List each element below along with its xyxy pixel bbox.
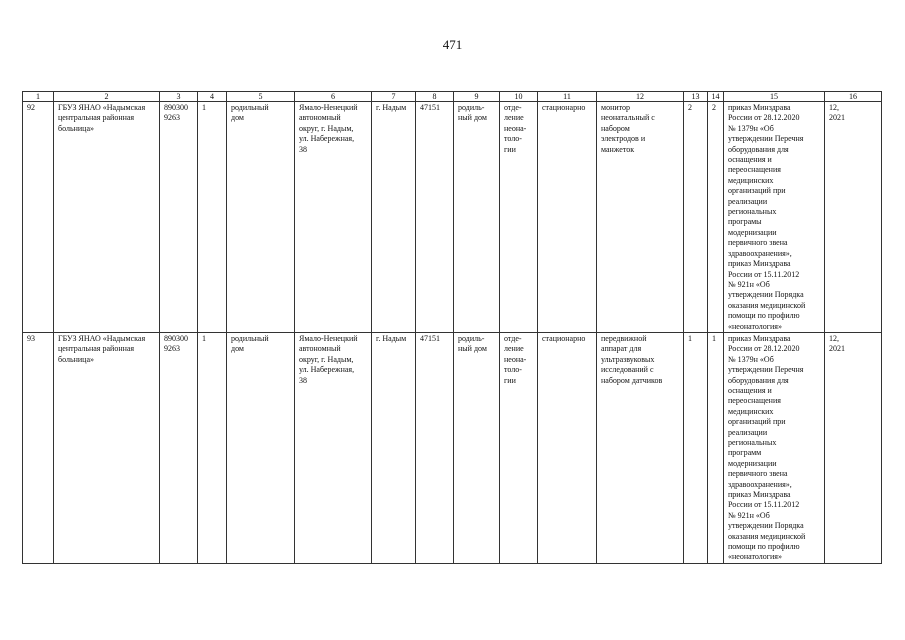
inn-cell: 890300 9263 xyxy=(160,332,198,563)
quantity-cell: 2 xyxy=(708,102,724,333)
column-number: 5 xyxy=(227,92,295,102)
city-cell: г. Надым xyxy=(372,332,416,563)
address-cell: Ямало-Ненецкий автономный округ, г. Надым, ул. Набережная, 38 xyxy=(295,332,372,563)
column-number: 13 xyxy=(684,92,708,102)
oktmo-cell: 47151 xyxy=(416,102,454,333)
inn-cell: 890300 9263 xyxy=(160,102,198,333)
count-cell: 1 xyxy=(198,332,227,563)
equipment-cell: передвижной аппарат для ультразвуковых исследований с набором датчиков xyxy=(597,332,684,563)
organization-cell: ГБУЗ ЯНАО «Надымская центральная районная больница» xyxy=(54,332,160,563)
column-number: 6 xyxy=(295,92,372,102)
unit-cell: родиль- ный дом xyxy=(454,102,500,333)
unit-cell: родиль- ный дом xyxy=(454,332,500,563)
column-number: 3 xyxy=(160,92,198,102)
column-number-row xyxy=(23,92,882,102)
address-cell: Ямало-Ненецкий автономный округ, г. Надым, ул. Набережная, 38 xyxy=(295,102,372,333)
oktmo-cell: 47151 xyxy=(416,332,454,563)
organization-cell: ГБУЗ ЯНАО «Надымская центральная районная больница» xyxy=(54,102,160,333)
care-mode-cell: стационарно xyxy=(538,102,597,333)
row-number-cell: 92 xyxy=(23,102,54,333)
equipment-table xyxy=(22,91,882,564)
page-number: 471 xyxy=(442,37,463,52)
row-number-cell: 93 xyxy=(23,332,54,563)
table-row xyxy=(23,332,882,563)
column-number: 14 xyxy=(708,92,724,102)
care-mode-cell: стационарно xyxy=(538,332,597,563)
city-cell: г. Надым xyxy=(372,102,416,333)
column-number: 4 xyxy=(198,92,227,102)
quantity-cell: 2 xyxy=(684,102,708,333)
count-cell: 1 xyxy=(198,102,227,333)
legal-basis-cell: приказ Минздрава России от 28.12.2020 № 1379н «Об утверждении Перечня оборудования для оснащения и переоснащения медицинских организаций при реализации региональных програмы модернизации первичного звена здравоохранения», приказ Минздрава России от 15.11.2012 № 921н «Об утверждении Порядка оказания медицинской помощи по профилю «неонатология» xyxy=(724,102,825,333)
department-cell: отде- ление неона- толо- гии xyxy=(500,332,538,563)
column-number: 11 xyxy=(538,92,597,102)
facility-type-cell: родильный дом xyxy=(227,332,295,563)
date-cell: 12, 2021 xyxy=(825,102,882,333)
equipment-cell: монитор неонатальный с набором электродов и манжеток xyxy=(597,102,684,333)
column-number: 12 xyxy=(597,92,684,102)
department-cell: отде- ление неона- толо- гии xyxy=(500,102,538,333)
table-row xyxy=(23,102,882,333)
quantity-cell: 1 xyxy=(684,332,708,563)
column-number: 15 xyxy=(724,92,825,102)
column-number: 7 xyxy=(372,92,416,102)
column-number: 9 xyxy=(454,92,500,102)
column-number: 10 xyxy=(500,92,538,102)
quantity-cell: 1 xyxy=(708,332,724,563)
column-number: 1 xyxy=(23,92,54,102)
column-number: 8 xyxy=(416,92,454,102)
facility-type-cell: родильный дом xyxy=(227,102,295,333)
legal-basis-cell: приказ Минздрава России от 28.12.2020 № 1379н «Об утверждении Перечня оборудования для оснащения и переоснащения медицинских организаций при реализации региональных программ модернизации первичного звена здравоохранения», приказ Минздрава России от 15.11.2012 № 921н «Об утверждении Порядка оказания медицинской помощи по профилю «неонатология» xyxy=(724,332,825,563)
date-cell: 12, 2021 xyxy=(825,332,882,563)
column-number: 2 xyxy=(54,92,160,102)
column-number: 16 xyxy=(825,92,882,102)
